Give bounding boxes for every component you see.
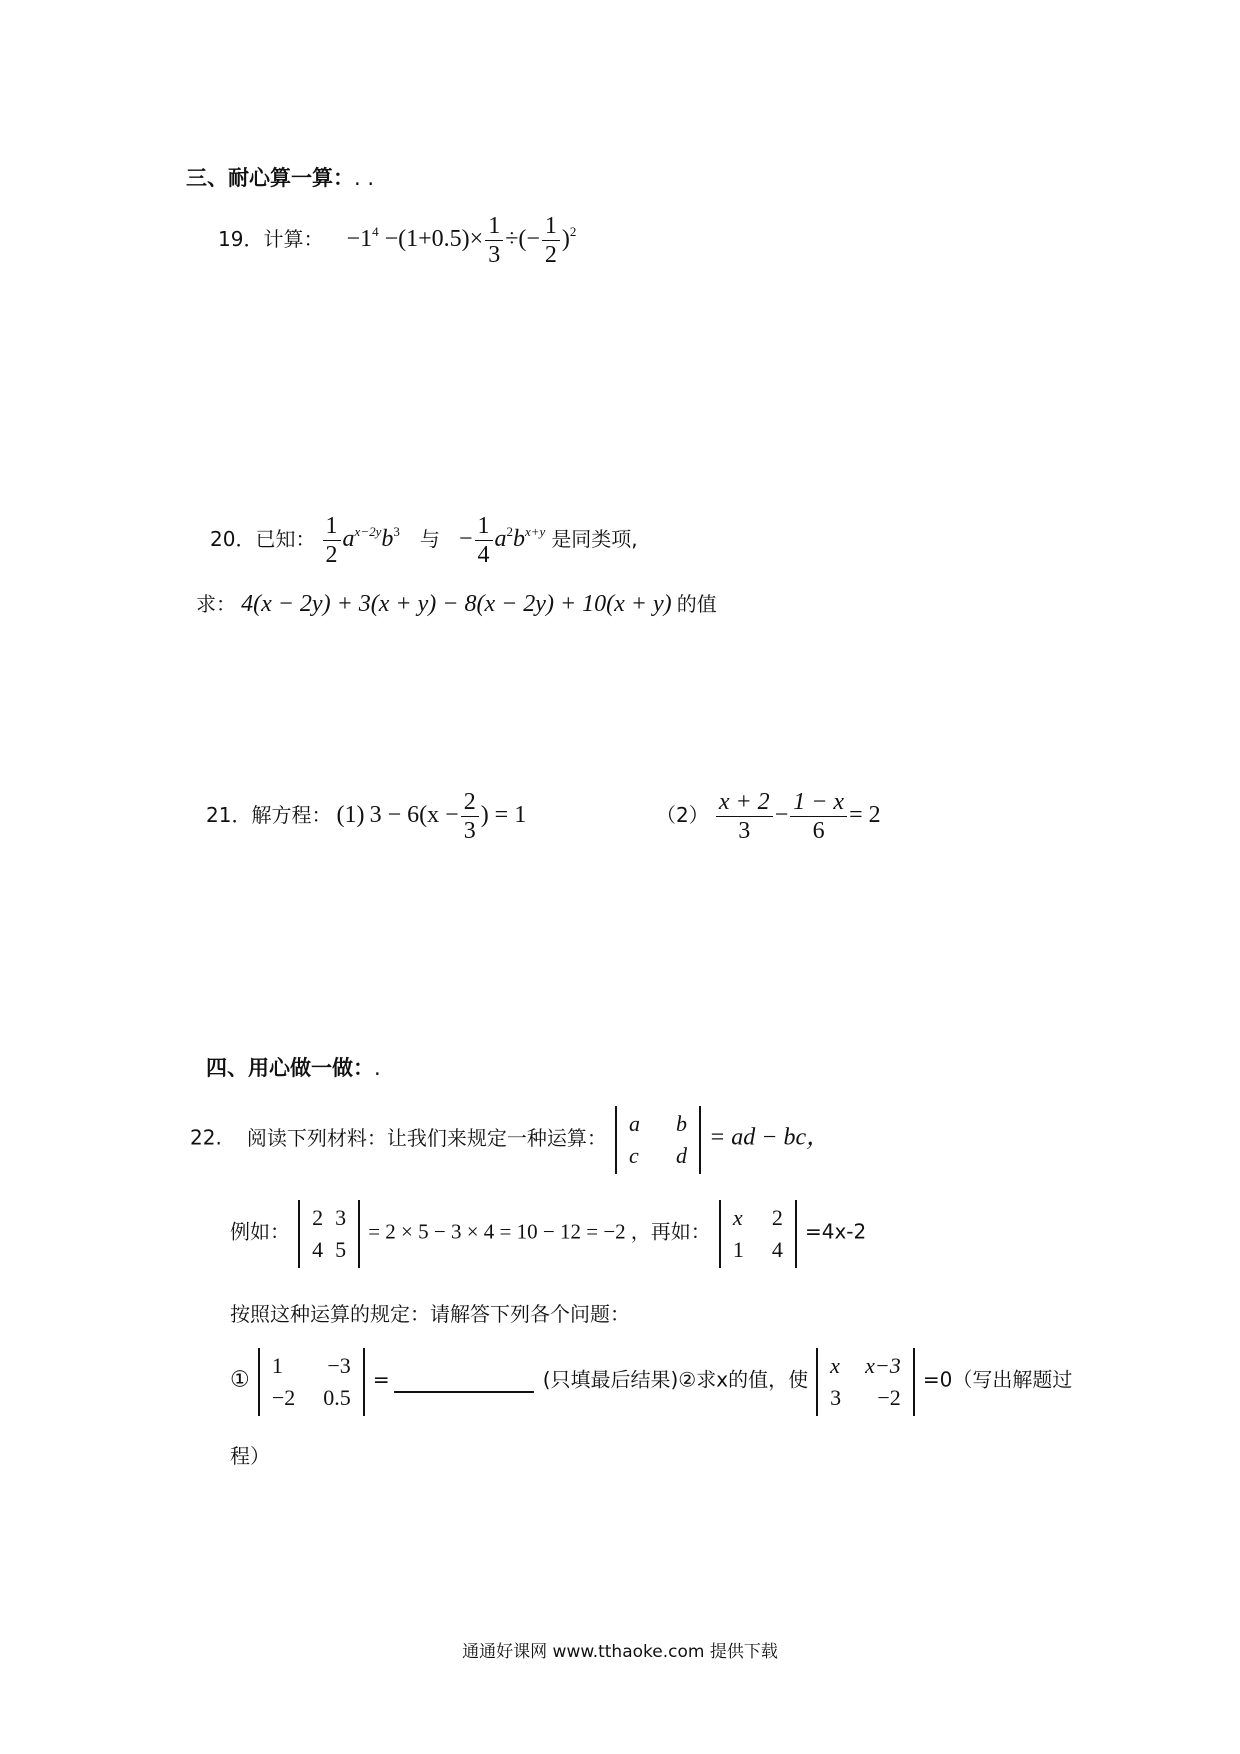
q22-continuation: 程） <box>230 1444 270 1468</box>
example-rhs: = 2 × 5 − 3 × 4 = 10 − 12 = −2 <box>368 1219 626 1244</box>
definition-rhs: = ad − bc， <box>709 1124 831 1151</box>
exponent: 2 <box>506 524 513 540</box>
fraction <box>716 788 773 845</box>
det-cell: −2 <box>877 1385 901 1410</box>
ask-prefix: 求： <box>196 592 236 616</box>
equation-1 <box>369 789 527 844</box>
det-cell: c <box>629 1143 639 1168</box>
part-2-label: （2） <box>656 803 709 828</box>
question-number: 20．已知： <box>210 527 316 552</box>
denominator: 6 <box>812 818 825 844</box>
conjunction: 与 <box>419 527 440 552</box>
question-21-part-2 <box>656 788 881 845</box>
fraction <box>475 512 493 569</box>
mid-term: −(1+0.5)× <box>384 226 484 253</box>
rhs: = 2 <box>849 802 881 829</box>
determinant-example <box>298 1200 360 1268</box>
example-label: 例如： <box>230 1219 290 1244</box>
denominator: 3 <box>738 818 751 844</box>
determinant-example-2 <box>719 1200 797 1268</box>
expression: 4(x − 2y) + 3(x + y) − 8(x − 2y) + 10(x + y) <box>241 591 672 617</box>
exponent: 2 <box>569 224 577 240</box>
base: −1 <box>346 226 373 253</box>
lhs: 3 − 6(x − <box>369 802 459 829</box>
rhs: ) = 1 <box>480 802 527 829</box>
q22-instruction: 按照这种运算的规定：请解答下列各个问题： <box>230 1302 630 1326</box>
minus-sign: − <box>458 526 473 553</box>
section-dots: . . <box>354 166 375 190</box>
numerator: 2 <box>461 788 479 817</box>
question-number: 21．解方程： <box>206 803 332 828</box>
denominator: 2 <box>325 542 338 568</box>
section-heading <box>186 162 374 192</box>
footer: 通通好课网 www.tthaoke.com 提供下载 <box>462 1642 778 1662</box>
question-21 <box>206 788 526 845</box>
det-cell: 5 <box>335 1237 347 1262</box>
det-cell: 0.5 <box>323 1385 351 1410</box>
minus-sign: − <box>774 802 789 829</box>
part-1-label: (1) <box>336 802 365 829</box>
numerator: 1 <box>485 212 503 241</box>
fraction <box>542 212 560 269</box>
q22-problems <box>230 1348 1072 1416</box>
exponent: x+y <box>525 524 546 540</box>
det-cell: a <box>629 1111 640 1136</box>
numerator: 1 <box>475 512 493 541</box>
det-cell: 1 <box>732 1237 744 1262</box>
det-cell: x−3 <box>865 1353 901 1378</box>
q22-example <box>230 1200 866 1268</box>
fraction <box>485 212 503 269</box>
numerator: x + 2 <box>716 788 773 817</box>
det-cell: 4 <box>771 1237 783 1262</box>
ask-suffix: 的值 <box>676 592 717 616</box>
section-heading <box>206 1052 381 1082</box>
circled-one: ① <box>230 1367 250 1393</box>
determinant-problem-2 <box>816 1348 915 1416</box>
question-20-ask <box>196 588 717 618</box>
variable: a <box>494 526 507 553</box>
expression <box>346 213 577 268</box>
fraction <box>461 788 479 845</box>
answer-blank[interactable] <box>394 1371 534 1393</box>
exponent: x−2y <box>354 524 382 540</box>
det-cell: x <box>830 1353 840 1378</box>
question-number: 19．计算： <box>218 227 324 252</box>
numerator: 1 − x <box>790 788 847 817</box>
numerator: 1 <box>542 212 560 241</box>
question-tail: 是同类项, <box>551 527 638 552</box>
fraction <box>323 512 341 569</box>
det-cell: b <box>676 1111 687 1136</box>
section-title: 三、耐心算一算： <box>186 166 354 190</box>
question-22 <box>190 1106 830 1174</box>
determinant-definition <box>615 1106 701 1174</box>
section-dots: . <box>374 1056 381 1080</box>
example-2-rhs: =4x-2 <box>804 1219 867 1244</box>
det-cell: 1 <box>271 1353 283 1378</box>
det-cell: −3 <box>327 1353 351 1378</box>
problem-note: (只填最后结果)②求x的值，使 <box>542 1367 809 1392</box>
det-cell: 2 <box>312 1205 324 1230</box>
question-number: 22. <box>190 1125 222 1150</box>
exponent: 4 <box>372 224 379 240</box>
determinant-problem-1 <box>258 1348 365 1416</box>
denominator: 4 <box>477 542 490 568</box>
expression <box>321 513 406 568</box>
denominator: 3 <box>463 818 476 844</box>
numerator: 1 <box>323 512 341 541</box>
det-cell: d <box>676 1143 687 1168</box>
problem-tail: =0（写出解题过 <box>922 1367 1073 1392</box>
fraction <box>790 788 847 845</box>
det-cell: 4 <box>312 1237 324 1262</box>
equals: = <box>372 1367 390 1392</box>
det-cell: 3 <box>335 1205 347 1230</box>
det-cell: 2 <box>771 1205 783 1230</box>
variable: b <box>513 526 525 553</box>
expression <box>458 513 551 568</box>
operator: ÷(− <box>505 226 540 253</box>
denominator: 3 <box>488 242 501 268</box>
det-cell: 3 <box>830 1385 842 1410</box>
det-cell: x <box>732 1205 743 1230</box>
close-paren: ) <box>561 226 570 253</box>
question-19 <box>218 212 576 269</box>
example-more: ，再如： <box>630 1219 711 1244</box>
variable: a <box>342 526 355 553</box>
variable: b <box>381 526 394 553</box>
question-20 <box>210 512 638 569</box>
det-cell: −2 <box>271 1385 296 1410</box>
section-title: 四、用心做一做： <box>206 1056 374 1080</box>
intro: 阅读下列材料：让我们来规定一种运算： <box>246 1125 607 1150</box>
denominator: 2 <box>544 242 557 268</box>
exponent: 3 <box>393 524 400 540</box>
equation-2 <box>714 789 881 844</box>
